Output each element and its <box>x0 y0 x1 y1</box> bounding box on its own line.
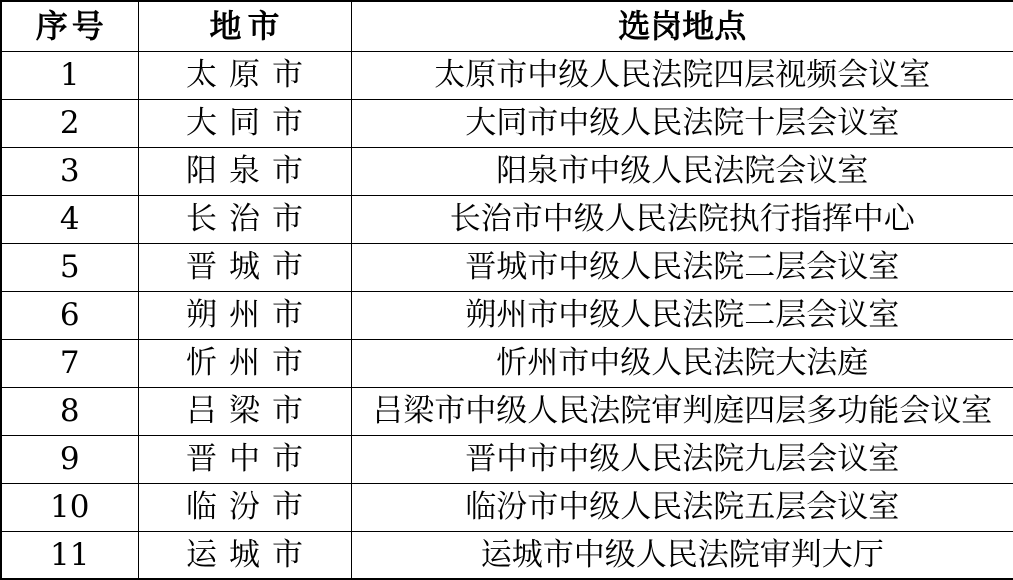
cell-city: 吕梁市 <box>138 387 351 435</box>
table-header-row <box>1 1 1013 51</box>
cell-city: 临汾市 <box>138 483 351 531</box>
cell-location: 晋中市中级人民法院九层会议室 <box>351 435 1013 483</box>
table-row <box>1 435 1013 483</box>
table-row <box>1 387 1013 435</box>
cell-serial-number: 5 <box>1 243 138 291</box>
cell-location: 运城市中级人民法院审判大厅 <box>351 531 1013 579</box>
cell-location: 晋城市中级人民法院二层会议室 <box>351 243 1013 291</box>
cell-location: 临汾市中级人民法院五层会议室 <box>351 483 1013 531</box>
header-serial-number: 序号 <box>1 1 138 51</box>
table-row <box>1 195 1013 243</box>
cell-city: 长治市 <box>138 195 351 243</box>
table-row <box>1 99 1013 147</box>
cell-serial-number: 8 <box>1 387 138 435</box>
cell-location: 大同市中级人民法院十层会议室 <box>351 99 1013 147</box>
cell-city: 忻州市 <box>138 339 351 387</box>
cell-serial-number: 10 <box>1 483 138 531</box>
cell-location: 朔州市中级人民法院二层会议室 <box>351 291 1013 339</box>
table-row <box>1 531 1013 579</box>
cell-city: 晋中市 <box>138 435 351 483</box>
table-row <box>1 147 1013 195</box>
cell-city: 大同市 <box>138 99 351 147</box>
cell-location: 吕梁市中级人民法院审判庭四层多功能会议室 <box>351 387 1013 435</box>
table-row <box>1 51 1013 99</box>
cell-serial-number: 3 <box>1 147 138 195</box>
cell-location: 太原市中级人民法院四层视频会议室 <box>351 51 1013 99</box>
cell-location: 阳泉市中级人民法院会议室 <box>351 147 1013 195</box>
cell-city: 朔州市 <box>138 291 351 339</box>
cell-serial-number: 11 <box>1 531 138 579</box>
table-row <box>1 339 1013 387</box>
cell-serial-number: 1 <box>1 51 138 99</box>
header-location: 选岗地点 <box>351 1 1013 51</box>
cell-city: 阳泉市 <box>138 147 351 195</box>
table-row <box>1 483 1013 531</box>
table-row <box>1 243 1013 291</box>
cell-serial-number: 6 <box>1 291 138 339</box>
table-body <box>1 51 1013 579</box>
cell-serial-number: 9 <box>1 435 138 483</box>
cell-city: 晋城市 <box>138 243 351 291</box>
table-row <box>1 291 1013 339</box>
cell-city: 太原市 <box>138 51 351 99</box>
cell-serial-number: 4 <box>1 195 138 243</box>
cell-location: 忻州市中级人民法院大法庭 <box>351 339 1013 387</box>
header-city: 地市 <box>138 1 351 51</box>
cell-location: 长治市中级人民法院执行指挥中心 <box>351 195 1013 243</box>
cell-serial-number: 7 <box>1 339 138 387</box>
cell-city: 运城市 <box>138 531 351 579</box>
cell-serial-number: 2 <box>1 99 138 147</box>
